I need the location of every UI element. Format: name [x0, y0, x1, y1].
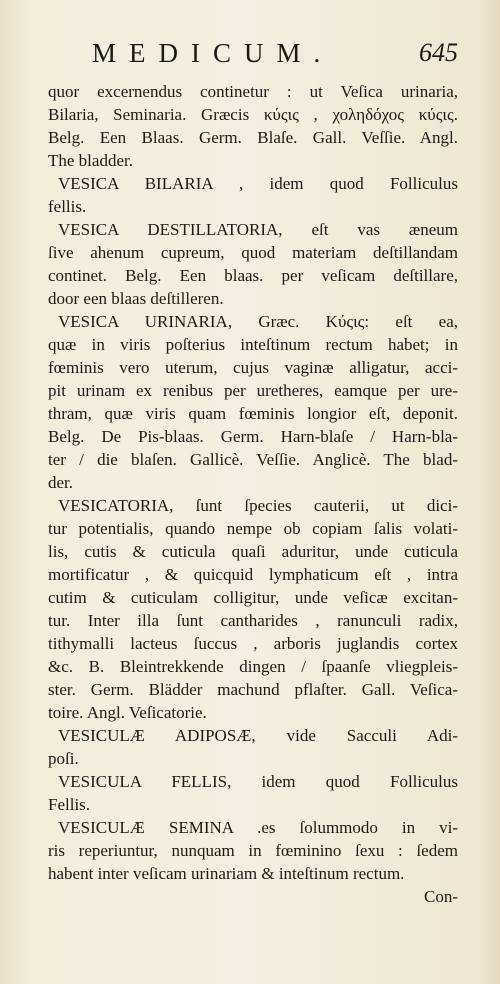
- text-line: thram, quæ viris quam fœminis longior eſt, deponit.: [48, 404, 458, 423]
- text-line: poſi.: [48, 749, 79, 768]
- text-line: quor excernendus continetur : ut Veſica urinaria,: [48, 82, 458, 101]
- text-line: VESICA URINARIA, Græc. Κύςις: eſt ea,: [58, 312, 458, 331]
- running-head: MEDICUM.: [92, 38, 334, 68]
- text-line: fœminis vero uterum, cujus vaginæ alligatur, acci-: [48, 358, 458, 377]
- text-line: toire. Angl. Veſicatorie.: [48, 703, 207, 722]
- text-line: tur. Inter illa ſunt cantharides , ranunculi radix,: [48, 611, 458, 630]
- text-line: Fellis.: [48, 795, 91, 814]
- text-line: ster. Germ. Blädder machund pflaſter. Gall. Veſica-: [48, 680, 458, 699]
- text-line: &c. B. Bleintrekkende dingen / ſpaanſe vliegpleis-: [48, 657, 458, 676]
- text-line: pit urinam ex renibus per uretheres, eamque per ure-: [48, 381, 458, 400]
- text-line: VESICATORIA, ſunt ſpecies cauterii, ut dici-: [58, 496, 458, 515]
- text-line: Belg. Een Blaas. Germ. Blaſe. Gall. Veſſie. Angl.: [48, 128, 458, 147]
- text-line: mortificatur , & quicquid lymphaticum eſt , intra: [48, 565, 458, 584]
- dictionary-entry: [48, 80, 458, 172]
- text-line: habent inter veſicam urinariam & inteſtinum rectum.: [48, 864, 405, 883]
- text-line: door een blaas deſtilleren.: [48, 289, 224, 308]
- dictionary-text: [48, 80, 458, 908]
- text-line: VESICULÆ ADIPOSÆ, vide Sacculi Adi-: [58, 726, 458, 745]
- text-line: ris reperiuntur, nunquam in fœminino ſexu : ſedem: [48, 841, 458, 860]
- dictionary-entry: [48, 494, 458, 724]
- text-line: der.: [48, 473, 74, 492]
- text-line: Bilaria, Seminaria. Græcis κύςις , χοληδόχος κύςις.: [48, 105, 458, 124]
- text-line: ter / die blaſen. Gallicè. Veſſie. Anglicè. The blad-: [48, 450, 458, 469]
- text-line: VESICULA FELLIS, idem quod Folliculus: [58, 772, 458, 791]
- text-line: VESICA DESTILLATORIA, eſt vas æneum: [58, 220, 458, 239]
- text-line: quæ in viris poſterius inteſtinum rectum habet; in: [48, 335, 458, 354]
- dictionary-entry: [48, 310, 458, 494]
- dictionary-entry: [48, 770, 458, 816]
- text-line: fellis.: [48, 197, 87, 216]
- page-header: [0, 38, 500, 74]
- dictionary-entry: [48, 816, 458, 885]
- text-line: tithymalli lacteus ſuccus , arboris juglandis cortex: [48, 634, 458, 653]
- text-line: tur potentialis, quando nempe ob copiam ſalis volati-: [48, 519, 458, 538]
- dictionary-entry: [48, 724, 458, 770]
- text-line: The bladder.: [48, 151, 133, 170]
- text-line: continet. Belg. Een blaas. per veſicam deſtillare,: [48, 266, 458, 285]
- page-number: 645: [419, 38, 458, 67]
- text-line: VESICULÆ SEMINA .es ſolummodo in vi-: [58, 818, 458, 837]
- text-line: ſive ahenum cupreum, quod materiam deſtillandam: [48, 243, 458, 262]
- text-line: Belg. De Pis-blaas. Germ. Harn-blaſe / Harn-bla-: [48, 427, 458, 446]
- dictionary-entry: [48, 172, 458, 218]
- text-line: lis, cutis & cuticula quaſi aduritur, unde cuticula: [48, 542, 458, 561]
- text-line: VESICA BILARIA , idem quod Folliculus: [58, 174, 458, 193]
- catchword: Con-: [424, 887, 458, 906]
- dictionary-entry: [48, 218, 458, 310]
- text-line: cutim & cuticulam colligitur, unde veſicæ excitan-: [48, 588, 458, 607]
